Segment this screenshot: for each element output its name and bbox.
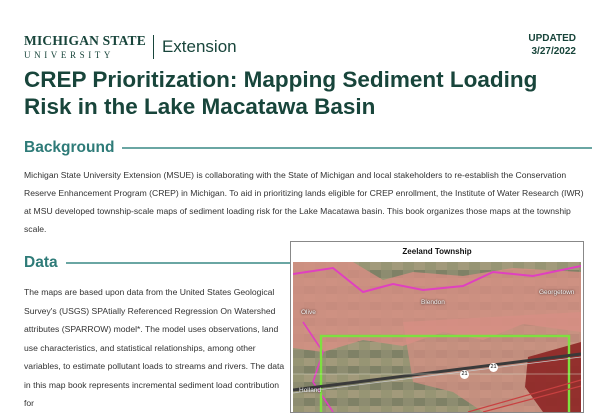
map-graphic xyxy=(293,262,581,412)
place-label-blendon: Blendon xyxy=(421,299,445,306)
logo-divider xyxy=(153,35,154,59)
msu-extension-logo xyxy=(24,34,237,60)
updated-stamp xyxy=(528,32,576,58)
data-paragraph: The maps are based upon data from the United States Geological Survey's (USGS) SPAtially Referenced Regression On Watershed attributes (SPARROW) model*. The model uses observations, land use characteristics, and statistical relationships, among other variables, to estimate pollutant loads to streams and rivers. The data in this map book represents incremental sediment load contribution for xyxy=(24,287,285,408)
map-imagery xyxy=(293,262,581,412)
updated-date: 3/27/2022 xyxy=(531,46,576,57)
background-heading-rule xyxy=(122,147,592,149)
zeeland-township-map xyxy=(290,241,584,413)
page-title: CREP Prioritization: Mapping Sediment Loading Risk in the Lake Macatawa Basin xyxy=(24,67,538,119)
logo-line-2: UNIVERSITY xyxy=(24,49,114,60)
road-shield-21: 21 xyxy=(461,371,468,377)
data-heading-label: Data xyxy=(24,254,58,271)
background-heading xyxy=(24,139,592,157)
data-heading xyxy=(24,254,290,272)
data-heading-rule xyxy=(66,262,290,264)
logo-extension: Extension xyxy=(161,37,237,56)
background-heading-label: Background xyxy=(24,139,115,156)
place-label-olive: Olive xyxy=(301,309,316,316)
place-label-georgetown: Georgetown xyxy=(539,289,575,296)
place-label-holland: Holland xyxy=(299,387,322,394)
msu-wordmark xyxy=(24,34,146,60)
logo-line-1: MICHIGAN STATE xyxy=(24,33,146,49)
map-title: Zeeland Township xyxy=(402,247,472,256)
background-paragraph: Michigan State University Extension (MSUE) is collaborating with the State of Michigan and local stakeholders to re-establish the Conservation Reserve Enhancement Program (CREP) in Michigan. To aid in prioritizing lands eligible for CREP enrollment, the Institute of Water Research (IWR) at MSU developed township-scale maps of sediment loading risk for the Lake Macatawa basin. This book organizes those maps at the township scale. xyxy=(24,170,584,234)
updated-label: UPDATED xyxy=(528,33,576,44)
road-shield-21-east: 21 xyxy=(490,364,497,370)
